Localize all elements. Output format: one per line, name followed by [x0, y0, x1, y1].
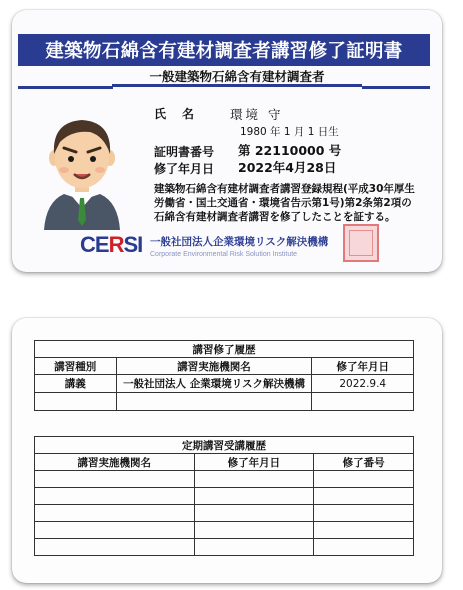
- table-row-empty: [35, 488, 414, 505]
- organization-name: 一般社団法人企業環境リスク解決機構: [150, 236, 329, 248]
- periodic-training-table: [34, 436, 414, 556]
- name-label: 氏名: [154, 107, 211, 121]
- organization-block: [150, 234, 328, 258]
- certificate-back-card: [12, 318, 442, 583]
- column-header: 修了年月日: [312, 358, 414, 375]
- certificate-number-value: 第 22110000 号: [238, 143, 342, 158]
- table-row-empty: [35, 393, 414, 411]
- subtitle-left-rule: [18, 86, 113, 89]
- statement-line: 石綿含有建材調査者講習を修了したことを証する。: [154, 211, 396, 223]
- column-header: 講習実施機関名: [35, 454, 195, 471]
- column-header: 講習種別: [35, 358, 117, 375]
- periodic-training-caption: 定期講習受講履歴: [35, 437, 414, 454]
- table-cell: 講義: [35, 375, 117, 393]
- statement-line: 建築物石綿含有建材調査者講習登録規程(平成30年厚生: [154, 183, 415, 195]
- statement-line: 労働省・国土交通省・環境省告示第1号)第2条第2項の: [154, 197, 412, 209]
- training-history-table: [34, 340, 414, 411]
- avatar-illustration: [42, 102, 122, 230]
- organization-english-name: Corporate Environmental Risk Solution Institute: [150, 251, 298, 258]
- official-seal: [343, 224, 379, 262]
- certificate-front-card: [12, 10, 442, 272]
- column-header: 修了年月日: [194, 454, 314, 471]
- logo-text: CERSI: [80, 232, 143, 257]
- birthdate-value: 1980 年 1 月 1 日生: [240, 126, 339, 138]
- column-header: 修了番号: [314, 454, 414, 471]
- table-row-empty: [35, 539, 414, 556]
- certificate-number-label: 証明書番号: [154, 145, 215, 159]
- table-cell: 2022.9.4: [312, 375, 414, 393]
- organization-logo: [80, 232, 142, 258]
- column-header: 講習実施機関名: [116, 358, 312, 375]
- completion-date-label: 修了年月日: [154, 162, 215, 176]
- training-history-caption: 講習修了履歴: [35, 341, 414, 358]
- certification-statement: [154, 182, 439, 224]
- table-row-empty: [35, 471, 414, 488]
- certificate-subtitle: 一般建築物石綿含有建材調査者: [112, 67, 362, 87]
- certificate-title: 建築物石綿含有建材調査者講習修了証明書: [18, 34, 430, 66]
- table-row-empty: [35, 522, 414, 539]
- subtitle-right-rule: [362, 86, 430, 89]
- seal-inner-border: [349, 230, 373, 256]
- table-row: [35, 375, 414, 393]
- table-cell: 一般社団法人 企業環境リスク解決機構: [116, 375, 312, 393]
- table-row-empty: [35, 505, 414, 522]
- name-value: 環境 守: [230, 107, 284, 122]
- completion-date-value: 2022年4月28日: [238, 160, 337, 175]
